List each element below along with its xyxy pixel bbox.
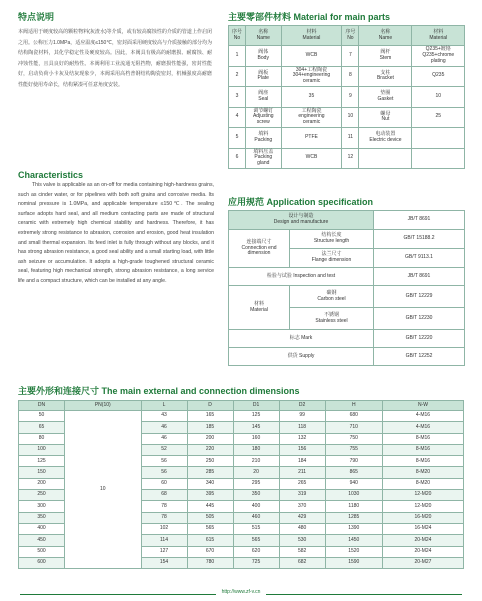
dim-cell: 125 [233,411,279,422]
dim-cell: 150 [19,467,65,478]
design-std: JB/T 8691 [374,211,465,230]
part-name: 电动装置 Electric device [359,128,412,149]
part-name [359,148,412,169]
parts-row [229,87,465,108]
dim-cell: 100 [19,444,65,455]
dim-cell: 145 [233,422,279,433]
characteristics-title: Characteristics [18,170,84,180]
dim-col-header: PN(10) [65,401,141,411]
part-no: 10 [342,107,359,128]
dim-cell: 1390 [325,523,382,534]
features-cn-text: 本阀适用于硬度较高的颗粒物料(灰渣水)等介质，或有较高腐蚀性的介质的管道上作启闭之用。公称压力1.0MPa，适应温度≤150℃，密封面采用硬度较高与介质接触的部分均为结构陶瓷材料，其化学稳定性及硬度较高。因此，本阀具有极高的耐磨损、耐腐蚀、耐冲蚀性能，且具良好的耐热性。本阀利用工业流通无阻挡物，耐磨损性能强，密封性能好，启动负荷小卡灰及结灰现象少，本阀采用高档普钢结构陶瓷密封，机械强度高耐磨性能好使用寿命长，结构紧凑可任意角度安装。 [18,29,212,88]
part-name: 填料压盖 Packing gland [246,148,282,169]
flange-std: GB/T 9113.1 [374,249,465,268]
structure-std: GB/T 15188.2 [374,230,465,249]
part-material: Q235+镀铬 Q235+chrome plating [412,46,465,67]
dim-cell: 615 [187,535,233,546]
dim-cell: 1520 [325,546,382,557]
dim-cell: 940 [325,478,382,489]
part-no: 7 [342,46,359,67]
dim-cell: 1285 [325,512,382,523]
parts-row [229,128,465,149]
part-name: 填料 Packing [246,128,282,149]
dim-cell: 600 [19,557,65,568]
parts-title: 主要零部件材料 Material for main parts [228,12,391,22]
footer [0,589,482,601]
dim-cell: 154 [141,557,187,568]
dim-cell: 80 [19,433,65,444]
part-material: 304+工程陶瓷 304+engineering ceramic [281,66,342,87]
dim-cell: 118 [279,422,325,433]
header-no: 序号 No [229,26,246,46]
dim-cell: 210 [233,456,279,467]
dim-cell: 20-M27 [382,557,463,568]
supply-label: 供货 Supply [229,348,374,366]
dim-cell: 8-M20 [382,467,463,478]
part-no: 8 [342,66,359,87]
dim-cell: 620 [233,546,279,557]
dim-cell: 340 [187,478,233,489]
part-material: WCB [281,148,342,169]
header-no: 序号 No [342,26,359,46]
part-name: 阀座 Seal [246,87,282,108]
part-material: 工程陶瓷 engineering ceramic [281,107,342,128]
dim-cell: 460 [233,512,279,523]
part-no: 9 [342,87,359,108]
header-material: 材料 Material [281,26,342,46]
part-no: 2 [229,66,246,87]
dim-cell: 200 [187,433,233,444]
dim-cell: 46 [141,433,187,444]
dim-cell: 12-M20 [382,501,463,512]
dim-cell: 4-M16 [382,422,463,433]
dim-cell: 4-M16 [382,411,463,422]
part-material: 25 [412,107,465,128]
dim-cell: 400 [19,523,65,534]
dim-cell: 395 [187,490,233,501]
part-no: 4 [229,107,246,128]
dimensions-table [18,400,464,569]
dim-cell: 156 [279,444,325,455]
dimensions-title: 主要外形和连接尺寸 The main external and connection dimensions [18,386,300,396]
dim-cell: 12-M20 [382,490,463,501]
dim-cell: 20-M24 [382,535,463,546]
part-name: 阀体 Body [246,46,282,67]
dim-cell: 319 [279,490,325,501]
dim-cell: 582 [279,546,325,557]
mark-label: 标志 Mark [229,330,374,348]
part-no: 12 [342,148,359,169]
stainless-label: 不锈钢 Stainless steel [290,308,374,330]
dim-cell: 1180 [325,501,382,512]
dim-cell: 99 [279,411,325,422]
dim-cell: 65 [19,422,65,433]
part-name: 支柱 Bracket [359,66,412,87]
dim-cell: 295 [233,478,279,489]
header-name: 名称 Name [246,26,282,46]
dim-cell: 8-M16 [382,444,463,455]
dim-col-header: D1 [233,401,279,411]
stainless-std: GB/T 12230 [374,308,465,330]
parts-row [229,46,465,67]
part-no: 5 [229,128,246,149]
dim-cell: 680 [325,411,382,422]
carbon-std: GB/T 12229 [374,286,465,308]
dim-cell: 114 [141,535,187,546]
dim-cell: 1450 [325,535,382,546]
dim-cell: 350 [19,512,65,523]
dim-cell: 250 [19,490,65,501]
part-material: PTFE [281,128,342,149]
dim-cell: 16-M24 [382,523,463,534]
header-name: 名称 Name [359,26,412,46]
dim-cell: 285 [187,467,233,478]
features-title: 特点说明 [18,12,55,22]
dim-cell: 450 [19,535,65,546]
dim-cell: 755 [325,444,382,455]
dim-cell: 725 [233,557,279,568]
dim-cell: 56 [141,456,187,467]
dim-cell: 78 [141,501,187,512]
parts-row [229,66,465,87]
dim-cell: 211 [279,467,325,478]
part-material [412,148,465,169]
dim-cell: 710 [325,422,382,433]
footer-url: http://www.zf-v.cn [216,589,267,595]
characteristics-text: This valve is applicable as an on-off for media containing high-hardness grains, such as cinder water, or for pipelines with both soft grains and corrosive media. Its nominal pressure is 1.0MPa, and applicable temperature ≤150℃. The sealing surface adopts hard seal, and all medium contacting parts are made of structural ceramic with extremely high chemical stability and hardness. Therefore, it has extremely strong resistance to abrasion, corrosion and erosion, good heat insulation and small thermal expansion. Its feed inlet is fully through without any blocks, and it has strong abrasion resistance, a good seal ability and a small starting load, with little ash seizure or accumulation. It adopts a high-grade toughened structural ceramic seal, featuring high mechanical strength, strong abrasion resistance, a long service life and a compact structure, which can be installed at any angle. [18,182,214,284]
dim-cell: 165 [187,411,233,422]
dim-cell: 530 [279,535,325,546]
dim-cell: 505 [187,512,233,523]
dim-cell: 429 [279,512,325,523]
dim-cell: 480 [279,523,325,534]
structure-label: 结构长度 Structure length [290,230,374,249]
dim-cell: 8-M20 [382,478,463,489]
dim-cell: 790 [325,456,382,467]
dim-cell: 60 [141,478,187,489]
flange-label: 法兰尺寸 Flange dimension [290,249,374,268]
dim-cell: 200 [19,478,65,489]
design-label: 设计与制造 Design and manufacture [229,211,374,230]
dim-cell: 370 [279,501,325,512]
dim-cell: 20 [233,467,279,478]
dim-cell: 300 [19,501,65,512]
dim-col-header: L [141,401,187,411]
dim-cell: 78 [141,512,187,523]
dim-cell: 52 [141,444,187,455]
dim-cell: 1030 [325,490,382,501]
parts-table [228,25,465,169]
dim-cell: 20-M24 [382,546,463,557]
dim-cell: 8-M16 [382,433,463,444]
dim-cell: 780 [187,557,233,568]
dim-col-header: D2 [279,401,325,411]
part-name: 阀板 Plate [246,66,282,87]
dim-cell: 350 [233,490,279,501]
part-no: 1 [229,46,246,67]
dim-cell: 185 [187,422,233,433]
dim-cell: 865 [325,467,382,478]
inspection-std: JB/T 8691 [374,268,465,286]
dim-col-header: D [187,401,233,411]
mark-std: GB/T 12220 [374,330,465,348]
dim-cell: 180 [233,444,279,455]
dim-cell: 184 [279,456,325,467]
dim-cell: 46 [141,422,187,433]
carbon-label: 碳钢 Carbon steel [290,286,374,308]
dim-cell: 43 [141,411,187,422]
dim-cell: 400 [233,501,279,512]
part-name: 螺母 Nut [359,107,412,128]
dim-cell: 265 [279,478,325,489]
dim-cell: 127 [141,546,187,557]
dim-cell: 132 [279,433,325,444]
dim-cell: 16-M20 [382,512,463,523]
dim-cell: 68 [141,490,187,501]
part-name: 调节螺钉 Adjusting screw [246,107,282,128]
part-material: WCB [281,46,342,67]
dim-cell: 565 [233,535,279,546]
header-material: 材料 Material [412,26,465,46]
part-no: 3 [229,87,246,108]
dim-cell: 750 [325,433,382,444]
dim-cell: 56 [141,467,187,478]
dim-cell: 8-M16 [382,456,463,467]
part-material: Q235 [412,66,465,87]
application-title: 应用规范 Application specification [228,197,374,207]
application-table [228,210,465,366]
dim-row [19,411,464,422]
part-no: 6 [229,148,246,169]
part-material [412,128,465,149]
dim-cell: 515 [233,523,279,534]
dim-col-header: H [325,401,382,411]
dim-cell: 1590 [325,557,382,568]
inspection-label: 检验与试验 Inspection and test [229,268,374,286]
parts-row [229,148,465,169]
dim-col-header: DN [19,401,65,411]
dim-cell: 682 [279,557,325,568]
dim-cell: 250 [187,456,233,467]
dim-pn: 10 [65,411,141,569]
dim-cell: 102 [141,523,187,534]
dim-col-header: N-W [382,401,463,411]
dim-cell: 565 [187,523,233,534]
part-no: 11 [342,128,359,149]
supply-std: GB/T 12252 [374,348,465,366]
dim-cell: 125 [19,456,65,467]
part-name: 阀杆 Stem [359,46,412,67]
part-name: 垫圈 Gasket [359,87,412,108]
dim-cell: 445 [187,501,233,512]
connection-label: 连接端尺寸 Connection end dimension [229,230,290,268]
dim-cell: 220 [187,444,233,455]
dim-cell: 50 [19,411,65,422]
part-material: 35 [281,87,342,108]
dim-cell: 500 [19,546,65,557]
part-material: 10 [412,87,465,108]
dim-cell: 670 [187,546,233,557]
parts-row [229,107,465,128]
dim-cell: 160 [233,433,279,444]
material-label: 材料 Material [229,286,290,330]
